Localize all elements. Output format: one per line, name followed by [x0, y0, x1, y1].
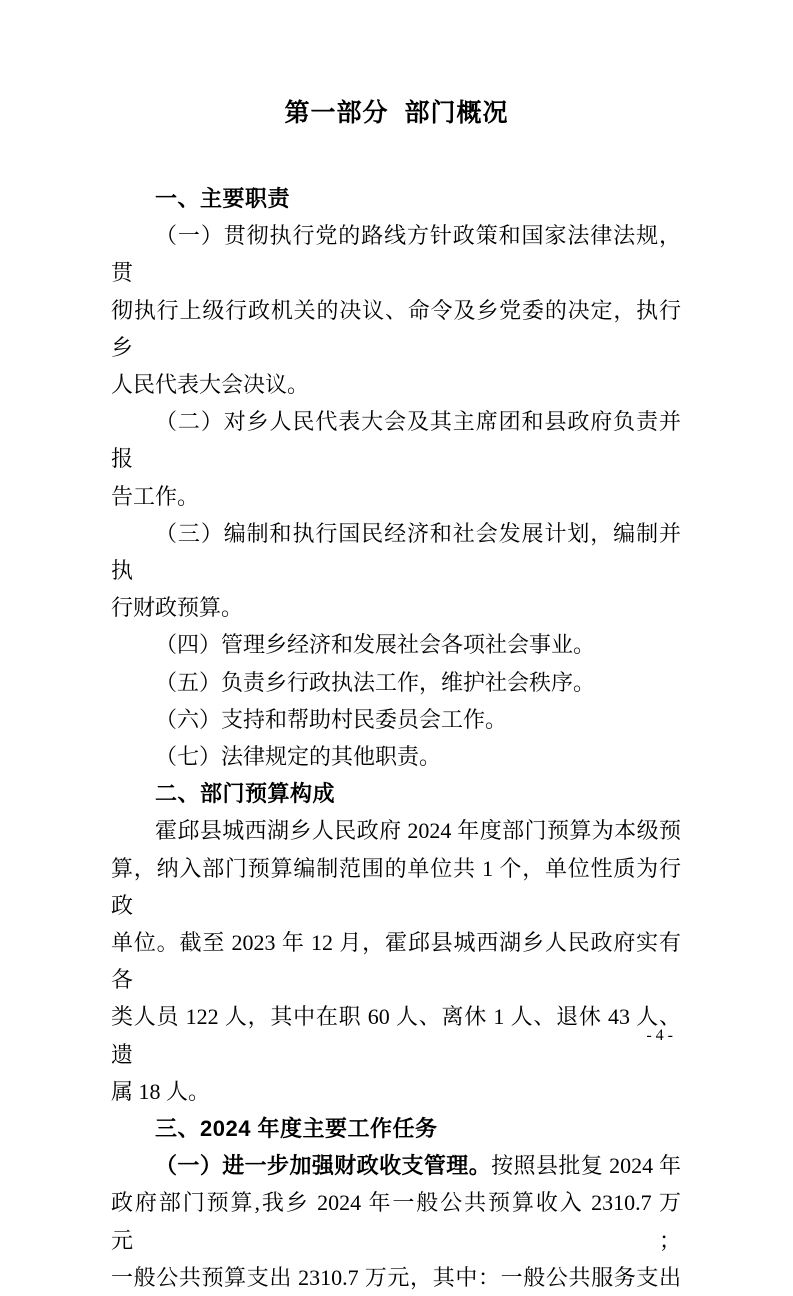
para-line: 单位。截至 2023 年 12 月，霍邱县城西湖乡人民政府实有各 [111, 930, 681, 993]
para-line: （一）贯彻执行党的路线方针政策和国家法律法规，贯 [111, 223, 681, 286]
para-line: （七）法律规定的其他职责。 [155, 744, 442, 770]
para-line: （四）管理乡经济和发展社会各项社会事业。 [155, 632, 596, 658]
section-heading-budget-composition: 二、部门预算构成 [155, 781, 336, 807]
para-line: 政府部门预算,我乡 2024 年一般公共预算收入 2310.7 万元； [111, 1190, 681, 1253]
para-line: 属 18 人。 [111, 1078, 211, 1104]
para-line: （三）编制和执行国民经济和社会发展计划，编制并执 [111, 520, 681, 584]
para-line: （五）负责乡行政执法工作，维护社会秩序。 [155, 669, 596, 695]
para-line: （六）支持和帮助村民委员会工作。 [155, 706, 508, 732]
text-run: 按照县批复 2024 年 [491, 1153, 681, 1179]
para-line: 类人员 122 人，其中在职 60 人、离休 1 人、退休 43 人、遗 [111, 1004, 681, 1067]
para-line: 告工作。 [111, 483, 200, 509]
para-line: 彻执行上级行政机关的决议、命令及乡党委的决定，执行乡 [111, 297, 681, 360]
page-number: - 4 - [646, 1027, 673, 1044]
section-heading-main-duties: 一、主要职责 [155, 186, 291, 211]
para-line: 人民代表大会决议。 [111, 372, 310, 398]
document-title: 第一部分 部门概况 [284, 99, 509, 127]
para-line: 霍邱县城西湖乡人民政府 2024 年度部门预算为本级预 [155, 818, 681, 844]
para-line: 行财政预算。 [111, 595, 244, 621]
para-line [111, 1147, 681, 1184]
section-heading-2024-tasks: 三、2024 年度主要工作任务 [155, 1116, 438, 1142]
para-line: 算，纳入部门预算编制范围的单位共 1 个，单位性质为行政 [111, 855, 681, 918]
para-line: 一般公共预算支出 2310.7 万元，其中：一般公共服务支出 [111, 1264, 681, 1290]
bold-run: （一）进一步加强财政收支管理。 [155, 1153, 492, 1179]
para-line: （二）对乡人民代表大会及其主席团和县政府负责并报 [111, 409, 681, 472]
document-body [111, 180, 681, 1296]
